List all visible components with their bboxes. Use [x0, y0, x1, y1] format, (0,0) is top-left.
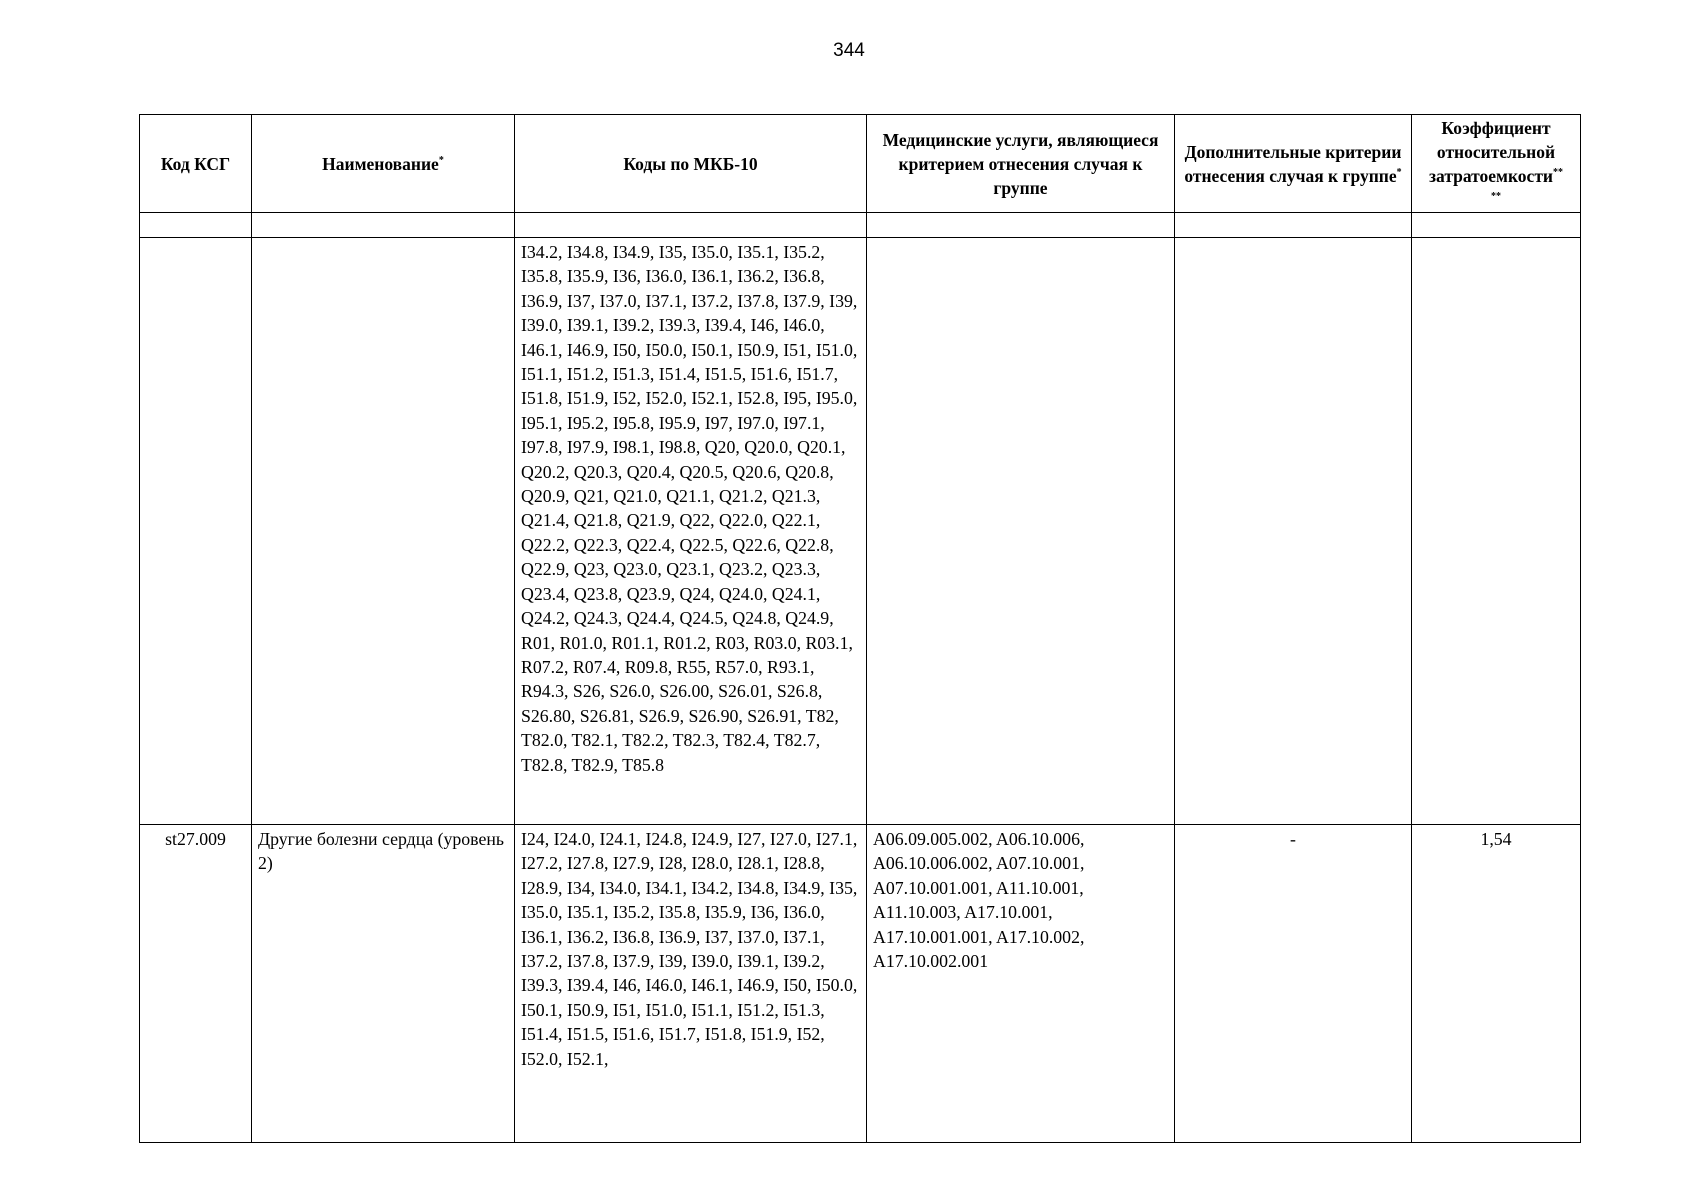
cell-extra: -	[1175, 825, 1412, 1143]
header-services: Медицинские услуги, являющиеся критерием отнесения случая к группе	[867, 115, 1175, 213]
cell-coef	[1412, 238, 1581, 825]
footnote-mark: *	[1396, 166, 1402, 178]
header-name: Наименование*	[252, 115, 515, 213]
cell-services: A06.09.005.002, A06.10.006, A06.10.006.002, A07.10.001, A07.10.001.001, A11.10.001, A11.10.003, A17.10.001, A17.10.001.001, A17.10.002, A17.10.002.001	[867, 825, 1175, 1143]
ksg-table	[139, 114, 1581, 1143]
cell-icd: I34.2, I34.8, I34.9, I35, I35.0, I35.1, I35.2, I35.8, I35.9, I36, I36.0, I36.1, I36.2, I36.8, I36.9, I37, I37.0, I37.1, I37.2, I37.8, I37.9, I39, I39.0, I39.1, I39.2, I39.3, I39.4, I46, I46.0, I46.1, I46.9, I50, I50.0, I50.1, I50.9, I51, I51.0, I51.1, I51.2, I51.3, I51.4, I51.5, I51.6, I51.7, I51.8, I51.9, I52, I52.0, I52.1, I52.8, I95, I95.0, I95.1, I95.2, I95.8, I95.9, I97, I97.0, I97.1, I97.8, I97.9, I98.1, I98.8, Q20, Q20.0, Q20.1, Q20.2, Q20.3, Q20.4, Q20.5, Q20.6, Q20.8, Q20.9, Q21, Q21.0, Q21.1, Q21.2, Q21.3, Q21.4, Q21.8, Q21.9, Q22, Q22.0, Q22.1, Q22.2, Q22.3, Q22.4, Q22.5, Q22.6, Q22.8, Q22.9, Q23, Q23.0, Q23.1, Q23.2, Q23.3, Q23.4, Q23.8, Q23.9, Q24, Q24.0, Q24.1, Q24.2, Q24.3, Q24.4, Q24.5, Q24.8, Q24.9, R01, R01.0, R01.1, R01.2, R03, R03.0, R03.1, R07.2, R07.4, R09.8, R55, R57.0, R93.1, R94.3, S26, S26.0, S26.00, S26.01, S26.8, S26.80, S26.81, S26.9, S26.90, S26.91, T82, T82.0, T82.1, T82.2, T82.3, T82.4, T82.7, T82.8, T82.9, T85.8	[515, 238, 867, 825]
header-coef: Коэффициент относительной затратоемкости** **	[1412, 115, 1581, 213]
table-row	[140, 238, 1581, 825]
footnote-mark: *	[438, 154, 444, 166]
footnote-mark: **	[1491, 190, 1501, 202]
cell-extra	[1175, 238, 1412, 825]
header-extra: Дополнительные критерии отнесения случая к группе*	[1175, 115, 1412, 213]
cell-icd: I24, I24.0, I24.1, I24.8, I24.9, I27, I27.0, I27.1, I27.2, I27.8, I27.9, I28, I28.0, I28.1, I28.8, I28.9, I34, I34.0, I34.1, I34.2, I34.8, I34.9, I35, I35.0, I35.1, I35.2, I35.8, I35.9, I36, I36.0, I36.1, I36.2, I36.8, I36.9, I37, I37.0, I37.1, I37.2, I37.8, I37.9, I39, I39.0, I39.1, I39.2, I39.3, I39.4, I46, I46.0, I46.1, I46.9, I50, I50.0, I50.1, I50.9, I51, I51.0, I51.1, I51.2, I51.3, I51.4, I51.5, I51.6, I51.7, I51.8, I51.9, I52, I52.0, I52.1,	[515, 825, 867, 1143]
header-code: Код КСГ	[140, 115, 252, 213]
cell-coef: 1,54	[1412, 825, 1581, 1143]
cell-services	[867, 238, 1175, 825]
spacer-row	[140, 213, 1581, 238]
header-icd: Коды по МКБ-10	[515, 115, 867, 213]
table-row	[140, 825, 1581, 1143]
cell-name: Другие болезни сердца (уровень 2)	[252, 825, 515, 1143]
cell-code: st27.009	[140, 825, 252, 1143]
cell-name	[252, 238, 515, 825]
header-row	[140, 115, 1581, 213]
cell-code	[140, 238, 252, 825]
page-number: 344	[833, 40, 865, 61]
footnote-mark: **	[1553, 166, 1564, 178]
